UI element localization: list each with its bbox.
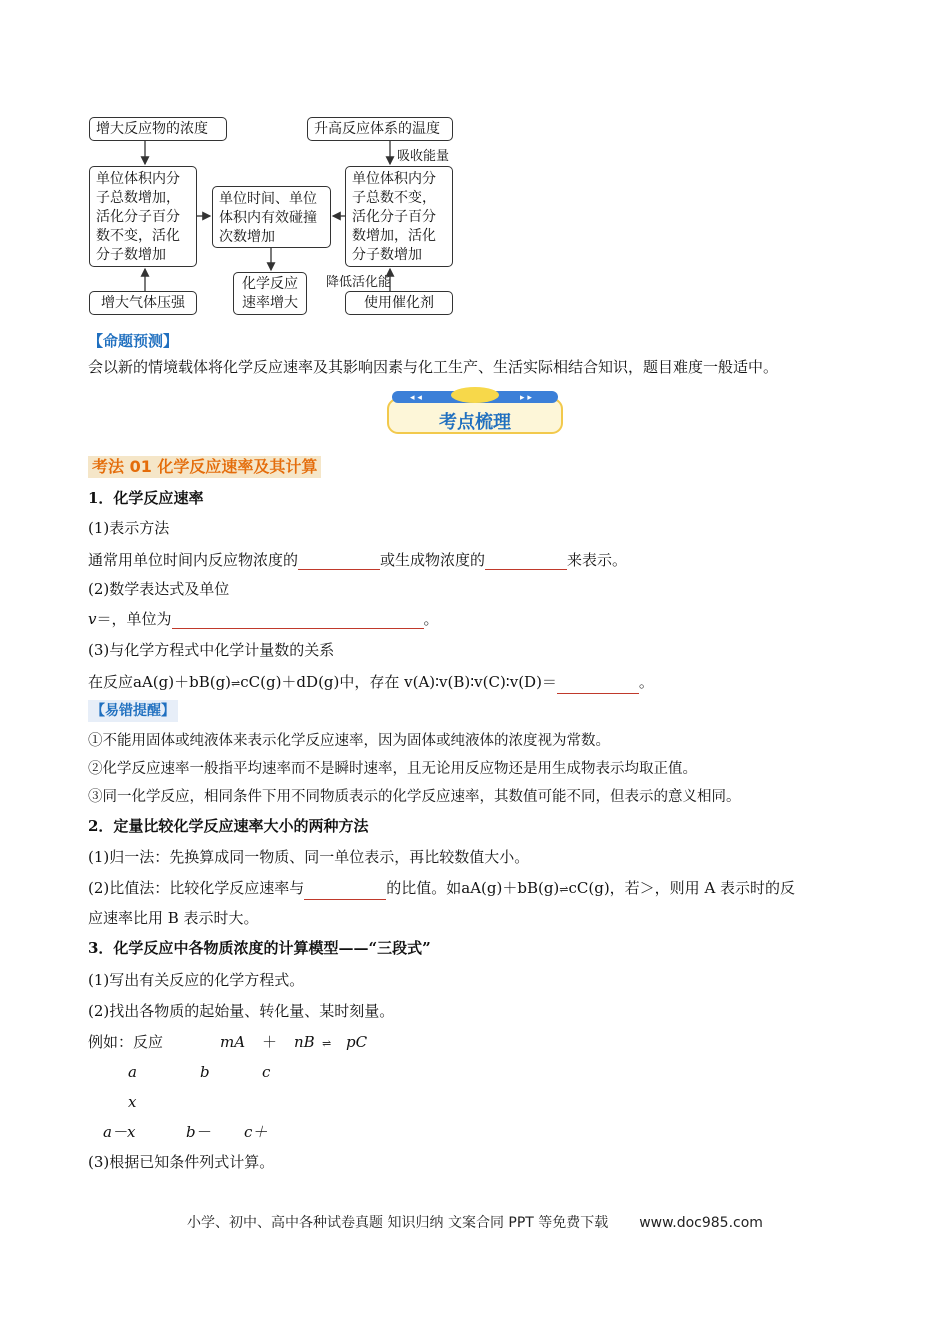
row3-b: b－ xyxy=(186,1123,211,1141)
diagram-arrows xyxy=(0,0,950,330)
banner-title: 考点梳理 xyxy=(439,412,511,433)
row1-c: c xyxy=(262,1063,271,1081)
heading-1: 1．化学反应速率 xyxy=(88,489,204,507)
line: 活化分子百分 xyxy=(96,209,180,225)
label-lower-activation: 降低活化能 xyxy=(326,275,392,290)
equilibrium-arrow-icon: ⇌ xyxy=(322,1037,332,1050)
tip-2: ②化学反应速率一般指平均速率而不是瞬时速率，且无论用反应物还是用生成物表示均取正值。 xyxy=(88,761,697,777)
text: (2)比值法：比较化学反应速率与 xyxy=(88,879,305,897)
answer-blank xyxy=(298,553,380,570)
text: 或生成物浓度的 xyxy=(380,551,486,569)
footer-link[interactable]: www.doc985.com xyxy=(639,1215,763,1231)
method-2 xyxy=(88,878,795,900)
footer-text: 小学、初中、高中各种试卷真题 知识归纳 文案合同 PPT 等免费下载 xyxy=(187,1215,609,1231)
answer-blank xyxy=(304,883,386,900)
line: 数增加，活化 xyxy=(352,228,436,244)
line: 活化分子百分 xyxy=(352,209,436,225)
answer-blank xyxy=(485,553,567,570)
example-nB: nB xyxy=(294,1033,315,1051)
step-3: (3)根据已知条件列式计算。 xyxy=(88,1153,275,1171)
para-4 xyxy=(88,609,439,629)
equilibrium-arrow-icon: ⇌ xyxy=(231,677,241,690)
example-mA: mA xyxy=(220,1033,246,1051)
text: 在反应 xyxy=(88,673,134,691)
box-increase-pressure: 增大气体压强 xyxy=(89,291,197,315)
text: aA(g)＋bB(g) xyxy=(461,879,560,897)
line: 单位时间、单位 xyxy=(219,191,317,207)
heading-2: 2．定量比较化学反应速率大小的两种方法 xyxy=(88,817,369,835)
tip-3: ③同一化学反应，相同条件下用不同物质表示的化学反应速率，其数值可能不同，但表示的意义相同。 xyxy=(88,789,741,805)
row3-a: a－x xyxy=(103,1123,136,1141)
label-absorb-energy: 吸收能量 xyxy=(397,149,450,164)
method-2-cont: 应速率比用 B 表示时大。 xyxy=(88,909,259,927)
step-2: (2)找出各物质的起始量、转化量、某时刻量。 xyxy=(88,1002,395,1020)
line: 速率增大 xyxy=(242,295,298,311)
text: 。 xyxy=(423,610,439,628)
text: 来表示。 xyxy=(567,551,628,569)
section-title: 考法 01 化学反应速率及其计算 xyxy=(88,456,321,478)
answer-blank xyxy=(557,677,639,694)
line: 分子数增加 xyxy=(96,247,166,263)
box-catalyst: 使用催化剂 xyxy=(345,291,453,315)
line: 数不变，活化 xyxy=(96,228,180,244)
tip-1: ①不能用固体或纯液体来表示化学反应速率，因为固体或纯液体的浓度视为常数。 xyxy=(88,733,610,749)
text: cC(g)＋dD(g)中，存在 v(A)∶v(B)∶v(C)∶v(D)＝ xyxy=(240,673,557,691)
line: 体积内有效碰撞 xyxy=(219,210,317,226)
line: 单位体积内分 xyxy=(352,171,436,187)
text: cC(g)，若＞，则用 A 表示时的反 xyxy=(568,879,796,897)
svg-text:▸ ▸: ▸ ▸ xyxy=(520,393,532,403)
para-3: (2)数学表达式及单位 xyxy=(88,580,230,598)
line: 子总数增加， xyxy=(96,190,180,206)
line: 次数增加 xyxy=(219,229,275,245)
line: 分子数增加 xyxy=(352,247,422,263)
example-pC: pC xyxy=(346,1033,368,1051)
example-label: 例如：反应 xyxy=(88,1033,164,1051)
line: 单位体积内分 xyxy=(96,171,180,187)
row1-b: b xyxy=(200,1063,210,1081)
row2-x: x xyxy=(128,1093,137,1111)
para-1: (1)表示方法 xyxy=(88,519,170,537)
prediction-text: 会以新的情境载体将化学反应速率及其影响因素与化工生产、生活实际相结合知识，题目难度一般适中。 xyxy=(88,358,779,376)
text: aA(g)＋bB(g) xyxy=(133,673,232,691)
method-1: (1)归一法：先换算成同一物质、同一单位表示，再比较数值大小。 xyxy=(88,848,530,866)
row3-c: c＋ xyxy=(244,1123,268,1141)
line: 子总数不变， xyxy=(352,190,436,206)
text: 通常用单位时间内反应物浓度的 xyxy=(88,551,299,569)
text: v xyxy=(88,610,97,628)
para-2 xyxy=(88,550,627,570)
prediction-tag: 【命题预测】 xyxy=(88,332,179,350)
row1-a: a xyxy=(128,1063,137,1081)
line: 化学反应 xyxy=(242,276,298,292)
heading-3: 3．化学反应中各物质浓度的计算模型——“三段式” xyxy=(88,939,431,957)
page-footer xyxy=(0,1212,950,1232)
para-6 xyxy=(88,672,654,694)
answer-blank xyxy=(172,612,424,629)
para-5: (3)与化学方程式中化学计量数的关系 xyxy=(88,641,335,659)
tip-tag: 【易错提醒】 xyxy=(88,700,178,722)
example-plus: ＋ xyxy=(262,1033,278,1051)
text: 。 xyxy=(638,673,654,691)
text: ＝，单位为 xyxy=(96,610,172,628)
box-raise-temperature: 升高反应体系的温度 xyxy=(307,117,453,141)
equilibrium-arrow-icon: ⇌ xyxy=(559,883,569,896)
step-1: (1)写出有关反应的化学方程式。 xyxy=(88,971,305,989)
svg-text:◂ ◂: ◂ ◂ xyxy=(410,393,422,403)
box-increase-concentration: 增大反应物的浓度 xyxy=(89,117,227,141)
text: 的比值。如 xyxy=(386,879,462,897)
